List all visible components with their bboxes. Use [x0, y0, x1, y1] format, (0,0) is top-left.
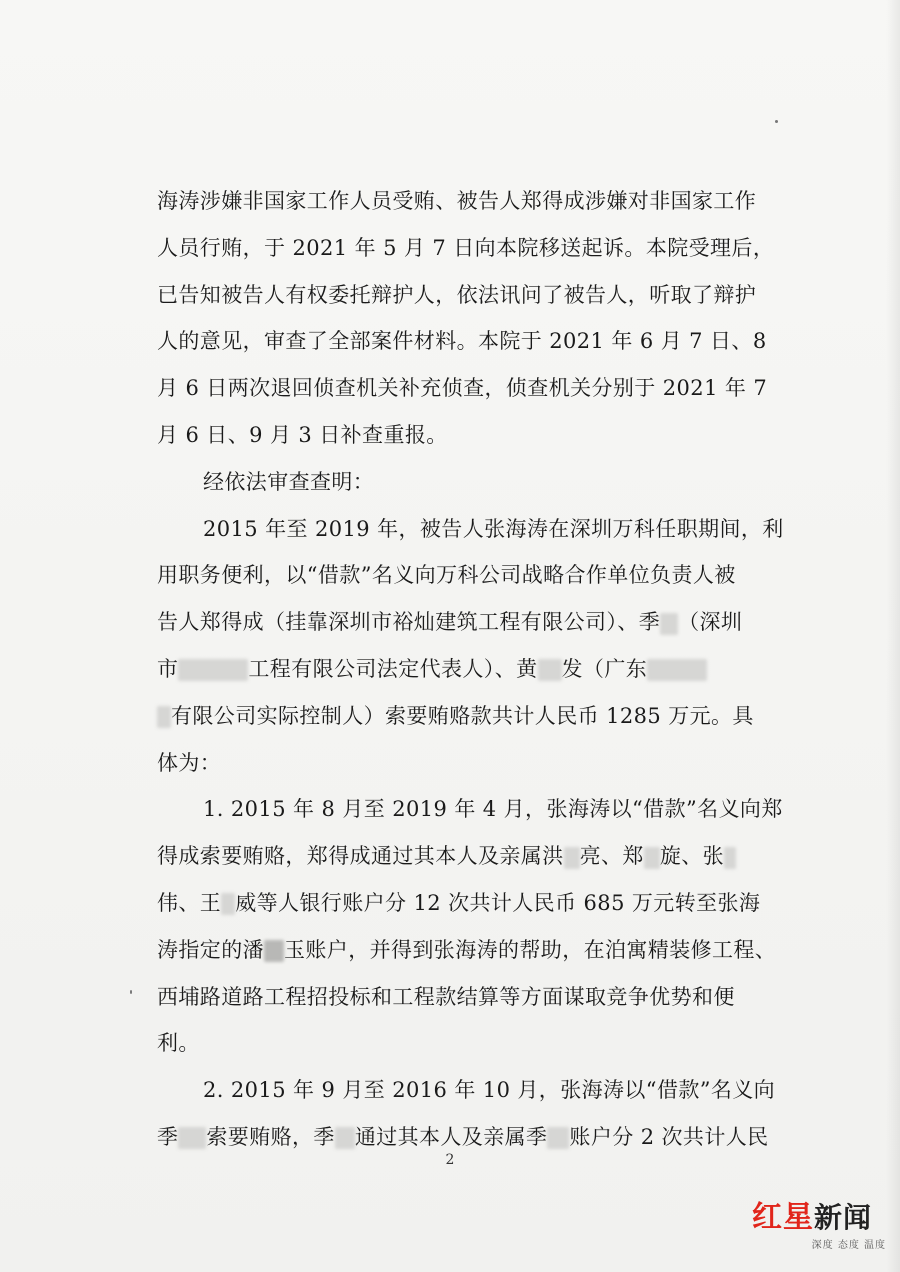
- redaction-blur: [724, 847, 736, 869]
- text-line: 西埔路道路工程招投标和工程款结算等方面谋取竞争优势和便: [157, 984, 735, 1009]
- text-line: 市 工程有限公司法定代表人）、黄 发（广东: [157, 646, 797, 693]
- logo-slogan: 深度 态度 温度: [811, 1240, 886, 1251]
- redaction-blur: [647, 659, 707, 681]
- redaction-blur: [538, 659, 562, 681]
- text-line: 告人郑得成（挂靠深圳市裕灿建筑工程有限公司）、季 （深圳: [157, 610, 743, 635]
- scan-speck: [775, 120, 778, 123]
- redaction-blur: [547, 1127, 569, 1149]
- text-line: 得成索要贿赂，郑得成通过其本人及亲属洪 亮、郑 旋、张: [157, 833, 797, 880]
- text-line: 伟、王 威等人银行账户分 12 次共计人民币 685 万元转至张海: [157, 890, 761, 915]
- document-body: [157, 178, 797, 1161]
- logo-brand: 红星新闻: [752, 1200, 873, 1235]
- text-line: 涛指定的潘 玉账户，并得到张海涛的帮助，在泊寓精装修工程、: [157, 937, 777, 962]
- text-line: 有限公司实际控制人）索要贿赂款共计人民币 1285 万元。具: [157, 693, 797, 740]
- redaction-blur: [335, 1127, 355, 1149]
- text-line: 利。: [157, 1031, 200, 1056]
- redaction-blur: [564, 847, 580, 869]
- redaction-blur: [157, 706, 171, 728]
- text-line: 1. 2015 年 8 月至 2019 年 4 月，张海涛以“借款”名义向郑: [203, 797, 783, 822]
- text-line: 月 6 日、9 月 3 日补查重报。: [157, 422, 448, 447]
- text-line: 2. 2015 年 9 月至 2016 年 10 月，张海涛以“借款”名义向: [203, 1078, 776, 1103]
- text-line: 体为：: [157, 750, 222, 775]
- text-line: 人员行贿，于 2021 年 5 月 7 日向本院移送起诉。本院受理后，: [157, 235, 775, 260]
- scan-speck: [130, 990, 132, 994]
- text-line: 经依法审查查明：: [203, 469, 375, 494]
- text-line: 用职务便利，以“借款”名义向万科公司战略合作单位负责人被: [157, 563, 736, 588]
- text-line: 月 6 日两次退回侦查机关补充侦查，侦查机关分别于 2021 年 7: [157, 376, 768, 401]
- text-line: 2015 年至 2019 年，被告人张海涛在深圳万科任职期间，利: [203, 516, 784, 541]
- text-line: 海涛涉嫌非国家工作人员受贿、被告人郑得成涉嫌对非国家工作: [157, 189, 757, 213]
- redaction-blur: [178, 659, 248, 681]
- text-line: 季 索要贿赂，季 通过其本人及亲属季 账户分 2 次共计人民: [157, 1124, 769, 1149]
- page-edge-shadow: [886, 0, 900, 1272]
- text-line: 已告知被告人有权委托辩护人，依法讯问了被告人，听取了辩护: [157, 282, 757, 307]
- redaction-blur: [178, 1127, 206, 1149]
- redaction-blur: [660, 613, 678, 635]
- redaction-blur: [264, 940, 284, 962]
- page-number: 2: [445, 1152, 455, 1168]
- redaction-blur: [221, 893, 235, 915]
- redaction-blur: [644, 847, 660, 869]
- text-line: 人的意见，审查了全部案件材料。本院于 2021 年 6 月 7 日、8: [157, 329, 767, 354]
- red-star-news-logo: [752, 1200, 892, 1260]
